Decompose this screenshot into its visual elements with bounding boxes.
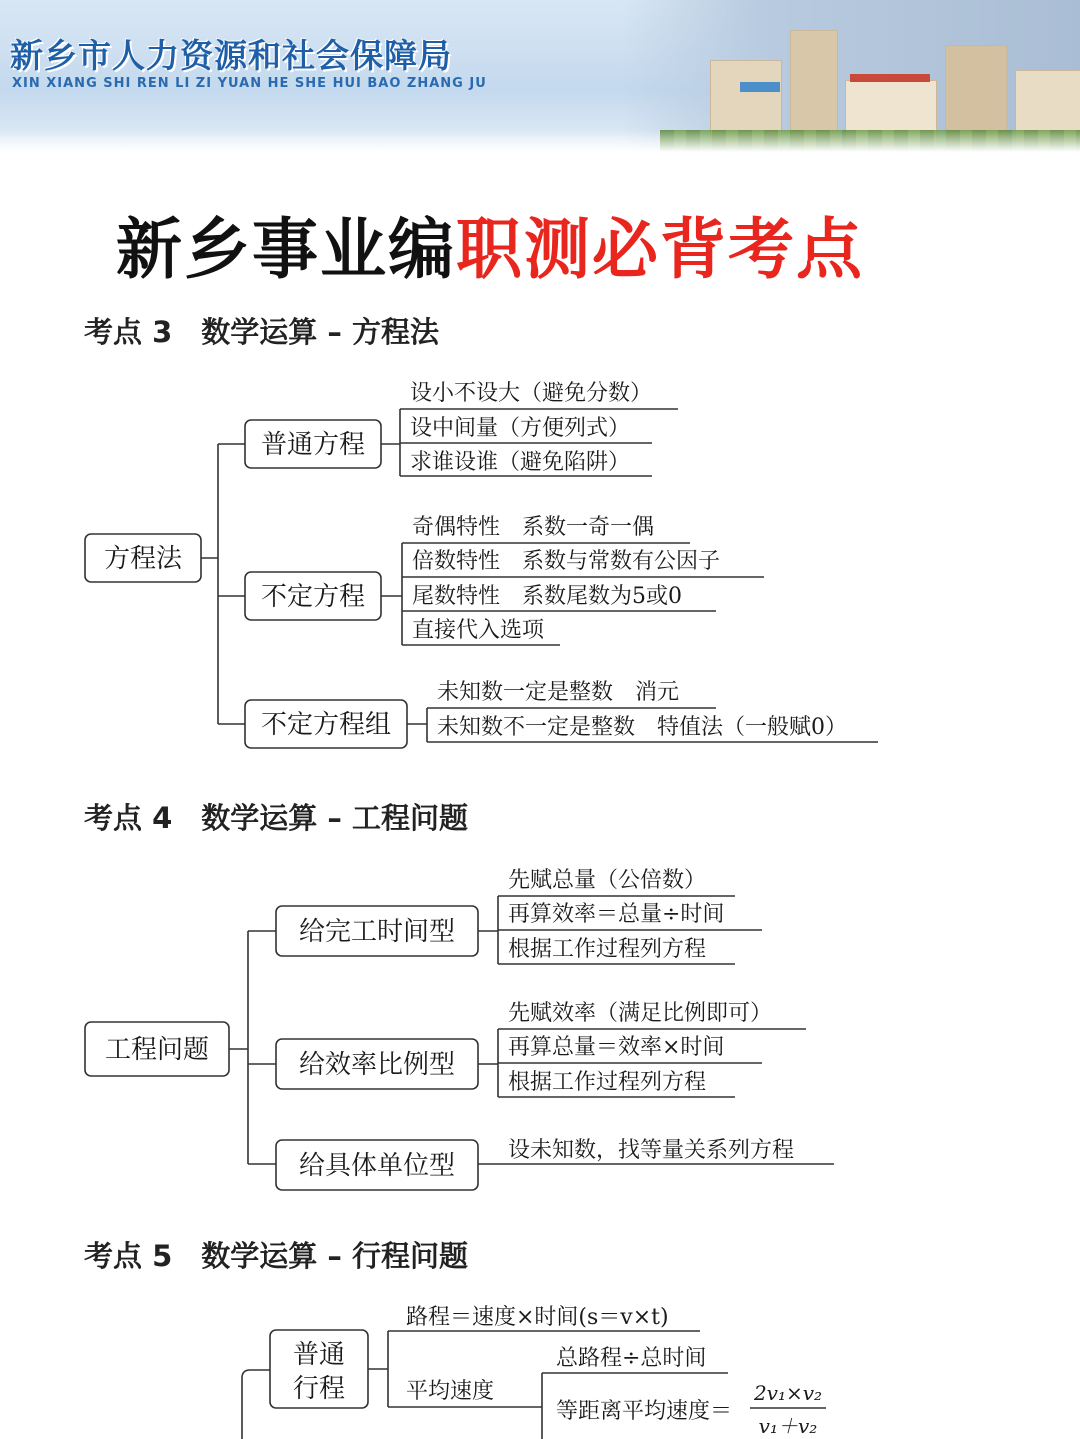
branch-node-label: 给具体单位型 bbox=[298, 1151, 456, 1181]
root-node-label: 工程问题 bbox=[104, 1035, 210, 1065]
mindmap-travel-problem bbox=[242, 1305, 826, 1439]
branch-node-label: 给完工时间型 bbox=[298, 917, 456, 947]
leaf-text: 尾数特性 系数尾数为5或0 bbox=[412, 584, 682, 609]
leaf-text: 再算效率＝总量÷时间 bbox=[508, 902, 725, 927]
page-title-red: 职测必背考点 bbox=[456, 211, 864, 288]
banner-subtitle: XIN XIANG SHI REN LI ZI YUAN HE SHE HUI BAO ZHANG JU bbox=[12, 76, 487, 91]
banner-title: 新乡市人力资源和社会保障局 bbox=[10, 36, 452, 75]
branch-node-label: 不定方程 bbox=[260, 582, 366, 612]
branch-node-label: 不定方程组 bbox=[260, 710, 392, 740]
branch-node-label: 普通方程 bbox=[260, 430, 366, 460]
leaf-text: 再算总量＝效率×时间 bbox=[508, 1035, 725, 1060]
leaf-text: 设未知数，找等量关系列方程 bbox=[508, 1138, 795, 1163]
mindmap-equation bbox=[85, 381, 878, 748]
leaf-text: 根据工作过程列方程 bbox=[508, 937, 707, 962]
leaf-text: 未知数不一定是整数 特值法（一般赋0） bbox=[437, 715, 847, 740]
leaf-text: 奇偶特性 系数一奇一偶 bbox=[412, 515, 655, 540]
leaf-text: 求谁设谁（避免陷阱） bbox=[410, 450, 631, 475]
leaf-text: 路程＝速度×时间(s＝v×t) bbox=[406, 1305, 669, 1330]
branch-node-label-line1: 普通 bbox=[292, 1340, 346, 1370]
leaf-text: 先赋效率（满足比例即可） bbox=[508, 1001, 773, 1026]
fraction-numerator: 2v₁×v₂ bbox=[753, 1381, 823, 1405]
leaf-text: 根据工作过程列方程 bbox=[508, 1070, 707, 1095]
leaf-text: 设小不设大（避免分数） bbox=[410, 381, 653, 406]
section-title-3: 考点 3 数学运算 – 方程法 bbox=[84, 315, 439, 349]
page-title-black: 新乡事业编 bbox=[116, 211, 456, 288]
root-node-label: 方程法 bbox=[103, 544, 183, 574]
leaf-text: 未知数一定是整数 消元 bbox=[437, 680, 680, 705]
leaf-text: 直接代入选项 bbox=[412, 618, 545, 643]
branch-node-label-line2: 行程 bbox=[292, 1374, 346, 1404]
leaf-text: 倍数特性 系数与常数有公因子 bbox=[412, 549, 721, 574]
fraction-denominator: v₁＋v₂ bbox=[758, 1414, 818, 1438]
sub-branch-label: 平均速度 bbox=[406, 1379, 495, 1404]
leaf-text: 设中间量（方便列式） bbox=[410, 416, 631, 441]
branch-node-label: 给效率比例型 bbox=[298, 1050, 456, 1080]
leaf-text: 先赋总量（公倍数） bbox=[508, 868, 707, 893]
section-title-4: 考点 4 数学运算 – 工程问题 bbox=[84, 801, 468, 835]
mindmap-work-problem bbox=[85, 868, 834, 1190]
section-title-5: 考点 5 数学运算 – 行程问题 bbox=[84, 1239, 468, 1273]
leaf-text: 等距离平均速度＝ bbox=[556, 1399, 733, 1424]
leaf-text: 总路程÷总时间 bbox=[556, 1346, 707, 1371]
